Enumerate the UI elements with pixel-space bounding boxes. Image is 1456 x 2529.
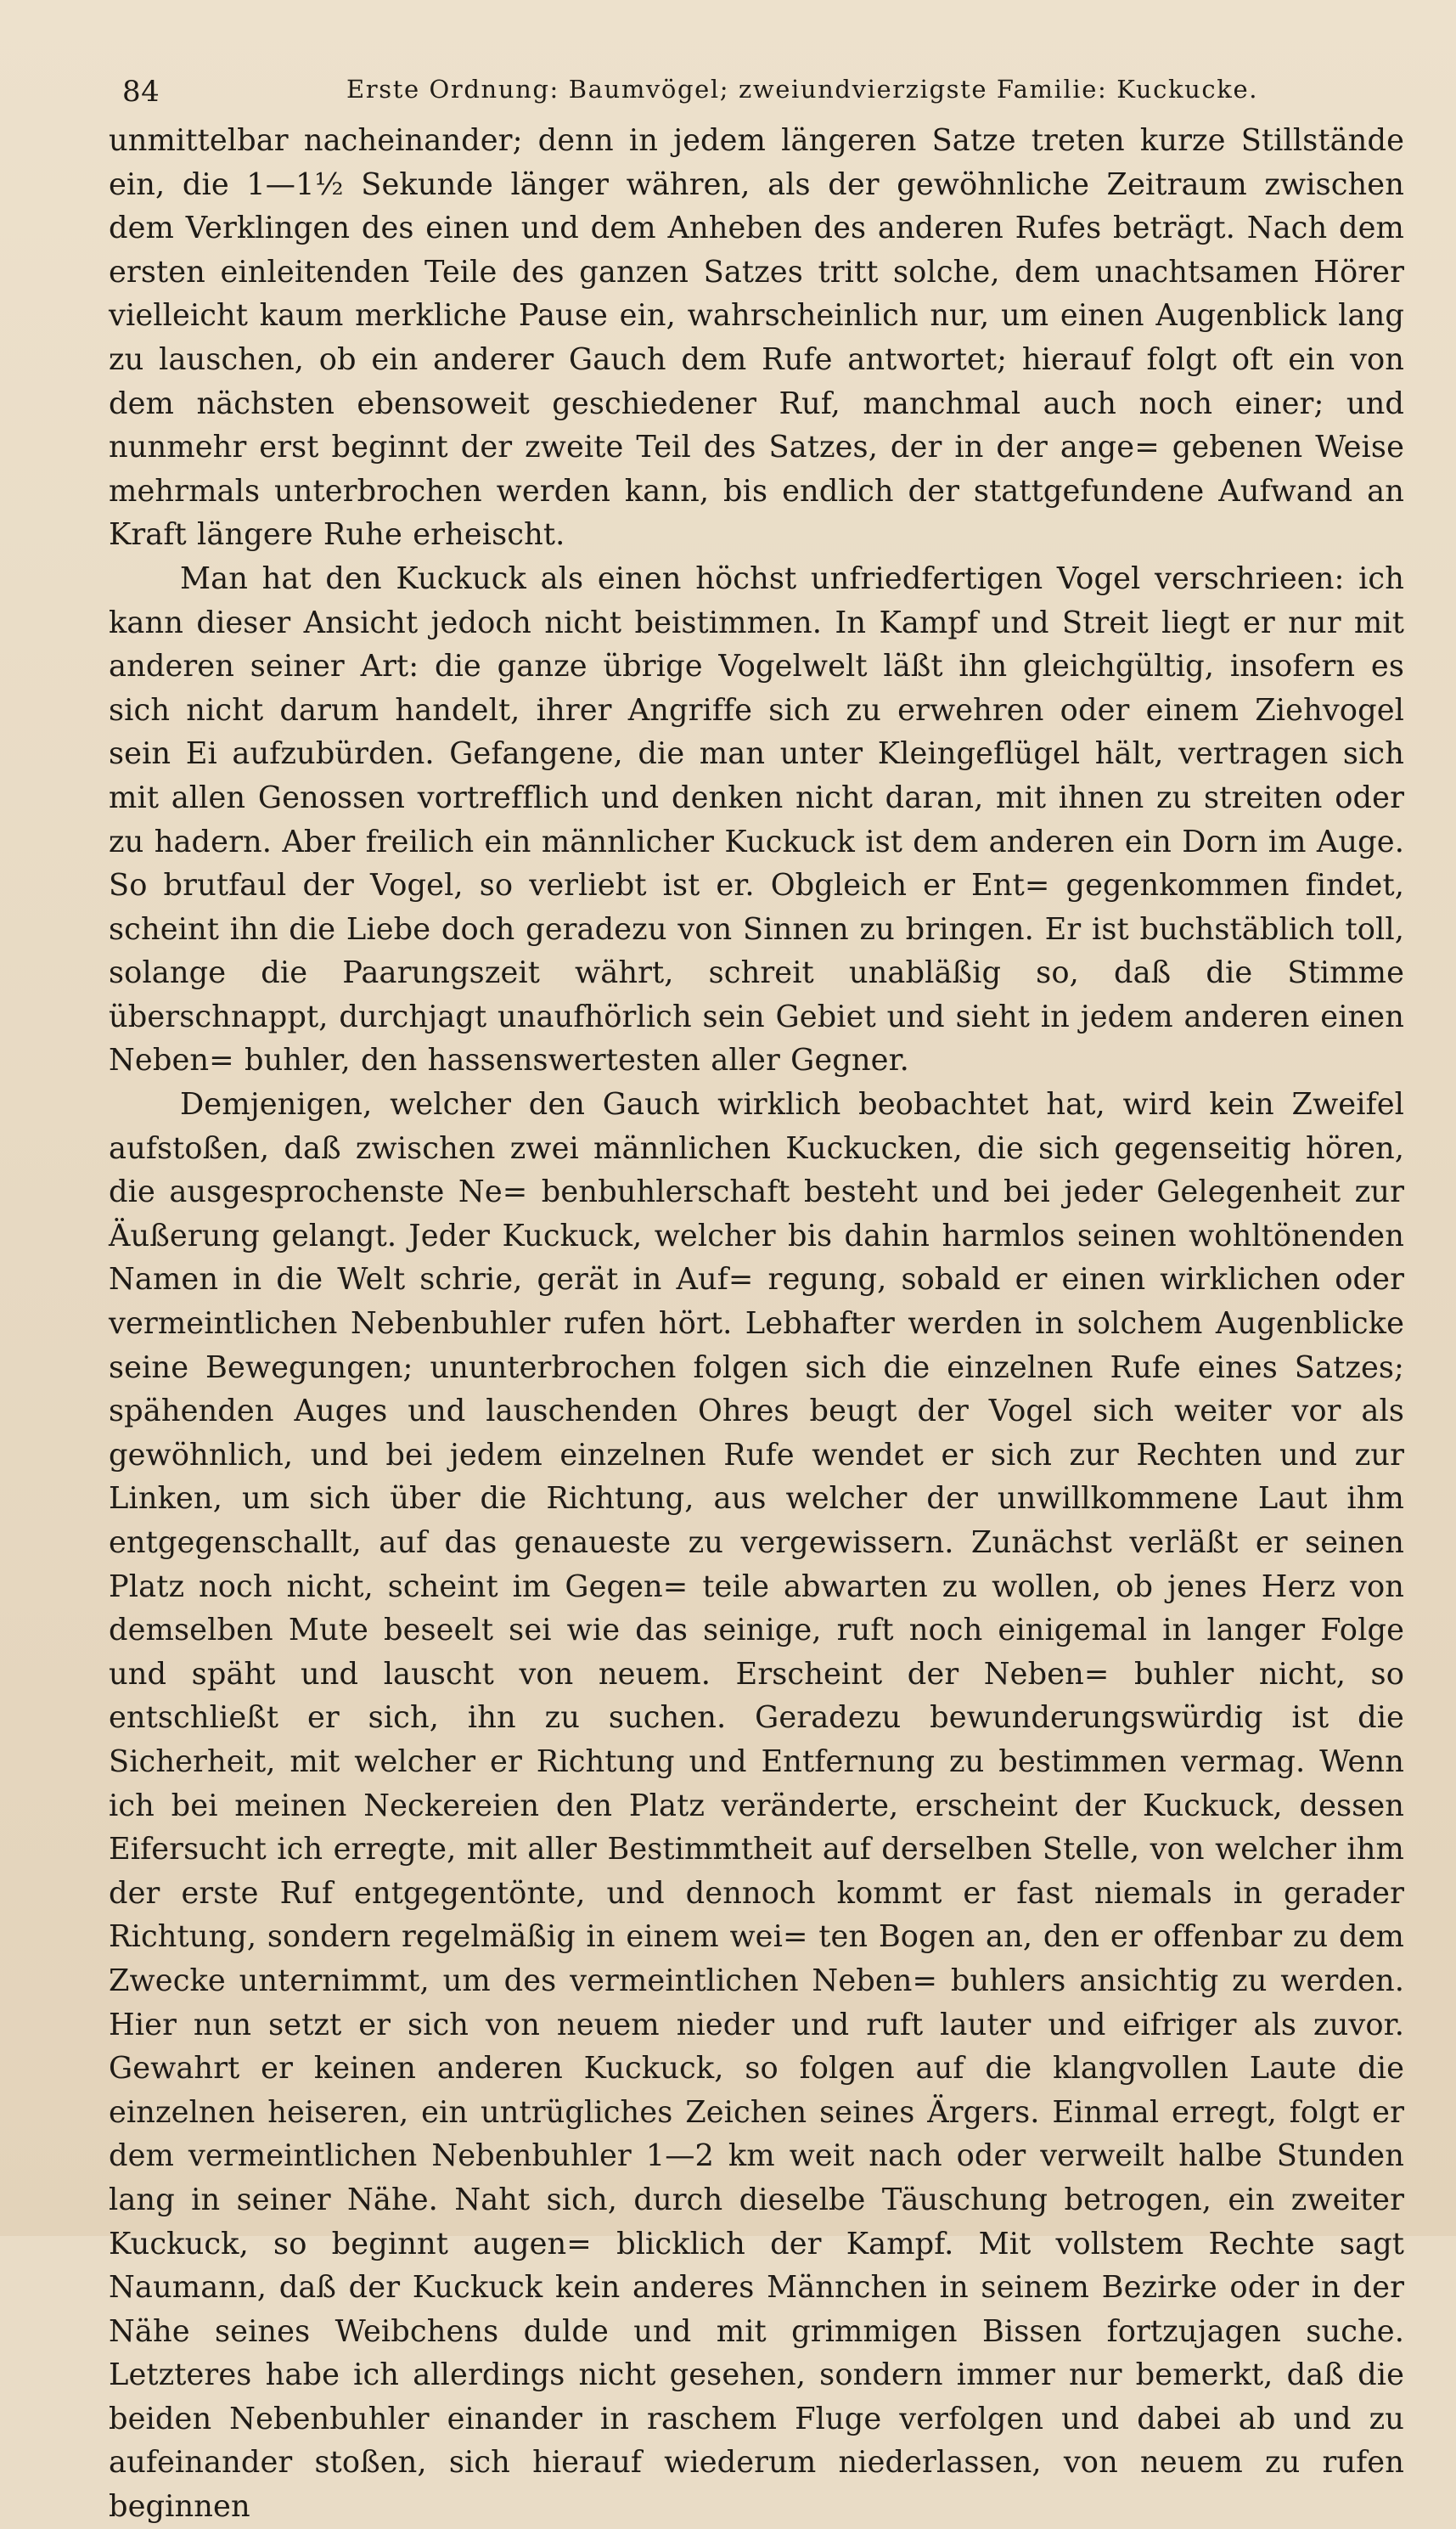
paragraph-continuation: unmittelbar nacheinander; denn in jedem längeren Satze treten kurze Stillstände ein, die 1—1½ Sekunde länger währen, als der gewöhnliche Zeitraum zwischen dem Verklingen des einen und dem Anheben des anderen Rufes beträgt. Nach dem ersten einleitenden Teile des ganzen Satzes tritt solche, dem unachtsamen Hörer vielleicht kaum merkliche Pause ein, wahrscheinlich nur, um einen Augenblick lang zu lauschen, ob ein anderer Gauch dem Rufe antwortet; hierauf folgt oft ein von dem nächsten ebensoweit geschiedener Ruf, manchmal auch noch einer; und nunmehr erst beginnt der zweite Teil des Satzes, der in der ange= gebenen Weise mehrmals unterbrochen werden kann, bis endlich der stattgefundene Aufwand an Kraft längere Ruhe erheischt. xyxy=(109,123,1404,553)
page-body xyxy=(109,119,1404,2529)
page-header xyxy=(109,66,1405,114)
paragraph-rivalry: Demjenigen, welcher den Gauch wirklich beobachtet hat, wird kein Zweifel aufstoßen, daß zwischen zwei männlichen Kuckucken, die sich gegenseitig hören, die ausgesprochenste Ne= benbuhlerschaft besteht und bei jeder Gelegenheit zur Äußerung gelangt. Jeder Kuckuck, welcher bis dahin harmlos seinen wohltönenden Namen in die Welt schrie, gerät in Auf= regung, sobald er einen wirklichen oder vermeintlichen Nebenbuhler rufen hört. Lebhafter werden in solchem Augenblicke seine Bewegungen; ununterbrochen folgen sich die einzelnen Rufe eines Satzes; spähenden Auges und lauschenden Ohres beugt der Vogel sich weiter vor als gewöhnlich, und bei jedem einzelnen Rufe wendet er sich zur Rechten und zur Linken, um sich über die Richtung, aus welcher der unwillkommene Laut ihm entgegenschallt, auf das genaueste zu vergewissern. Zunächst verläßt er seinen Platz noch nicht, scheint im Gegen= teile abwarten zu wollen, ob jenes Herz von demselben Mute beseelt sei wie das seinige, ruft noch einigemal in langer Folge und späht und lauscht von neuem. Erscheint der Neben= buhler nicht, so entschließt er sich, ihn zu suchen. Geradezu bewunderungswürdig ist die Sicherheit, mit welcher er Richtung und Entfernung zu bestimmen vermag. Wenn ich bei meinen Neckereien den Platz veränderte, erscheint der Kuckuck, dessen Eifersucht ich erregte, mit aller Bestimmtheit auf derselben Stelle, von welcher ihm der erste Ruf entgegentönte, und dennoch kommt er fast niemals in gerader Richtung, sondern regelmäßig in einem wei= ten Bogen an, den er offenbar zu dem Zwecke unternimmt, um des vermeintlichen Neben= buhlers ansichtig zu werden. Hier nun setzt er sich von neuem nieder und ruft lauter und eifriger als zuvor. Gewahrt er keinen anderen Kuckuck, so folgen auf die klangvollen Laute die einzelnen heiseren, ein untrügliches Zeichen seines Ärgers. Einmal erregt, folgt er dem vermeintlichen Nebenbuhler 1—2 km weit nach oder verweilt halbe Stunden lang in seiner Nähe. Naht sich, durch dieselbe Täuschung betrogen, ein zweiter Kuckuck, so beginnt augen= blicklich der Kampf. Mit vollstem Rechte sagt Naumann, daß der Kuckuck kein anderes Männchen in seinem Bezirke oder in der Nähe seines Weibchens dulde und mit grimmigen Bissen fortzujagen suche. Letzteres habe ich allerdings nicht gesehen, sondern immer nur bemerkt, daß die beiden Nebenbuhler einander in raschem Fluge verfolgen und dabei ab und zu aufeinander stoßen, sich hierauf wiederum niederlassen, von neuem zu rufen beginnen xyxy=(109,1087,1404,2525)
page-number: 84 xyxy=(122,75,160,109)
paragraph-quarrelsome: Man hat den Kuckuck als einen höchst unfriedfertigen Vogel verschrieen: ich kann dieser Ansicht jedoch nicht beistimmen. In Kampf und Streit liegt er nur mit anderen seiner Art: die ganze übrige Vogelwelt läßt ihn gleichgültig, insofern es sich nicht darum handelt, ihrer Angriffe sich zu erwehren oder einem Ziehvogel sein Ei aufzubürden. Gefangene, die man unter Kleingeflügel hält, vertragen sich mit allen Genossen vortrefflich und denken nicht daran, mit ihnen zu streiten oder zu hadern. Aber freilich ein männlicher Kuckuck ist dem anderen ein Dorn im Auge. So brutfaul der Vogel, so verliebt ist er. Obgleich er Ent= gegenkommen findet, scheint ihn die Liebe doch geradezu von Sinnen zu bringen. Er ist buchstäblich toll, solange die Paarungszeit währt, schreit unabläßig so, daß die Stimme überschnappt, durchjagt unaufhörlich sein Gebiet und sieht in jedem anderen einen Neben= buhler, den hassenswertesten aller Gegner. xyxy=(109,560,1404,1079)
running-head: Erste Ordnung: Baumvögel; zweiundvierzigste Familie: Kuckucke. xyxy=(346,75,1259,104)
